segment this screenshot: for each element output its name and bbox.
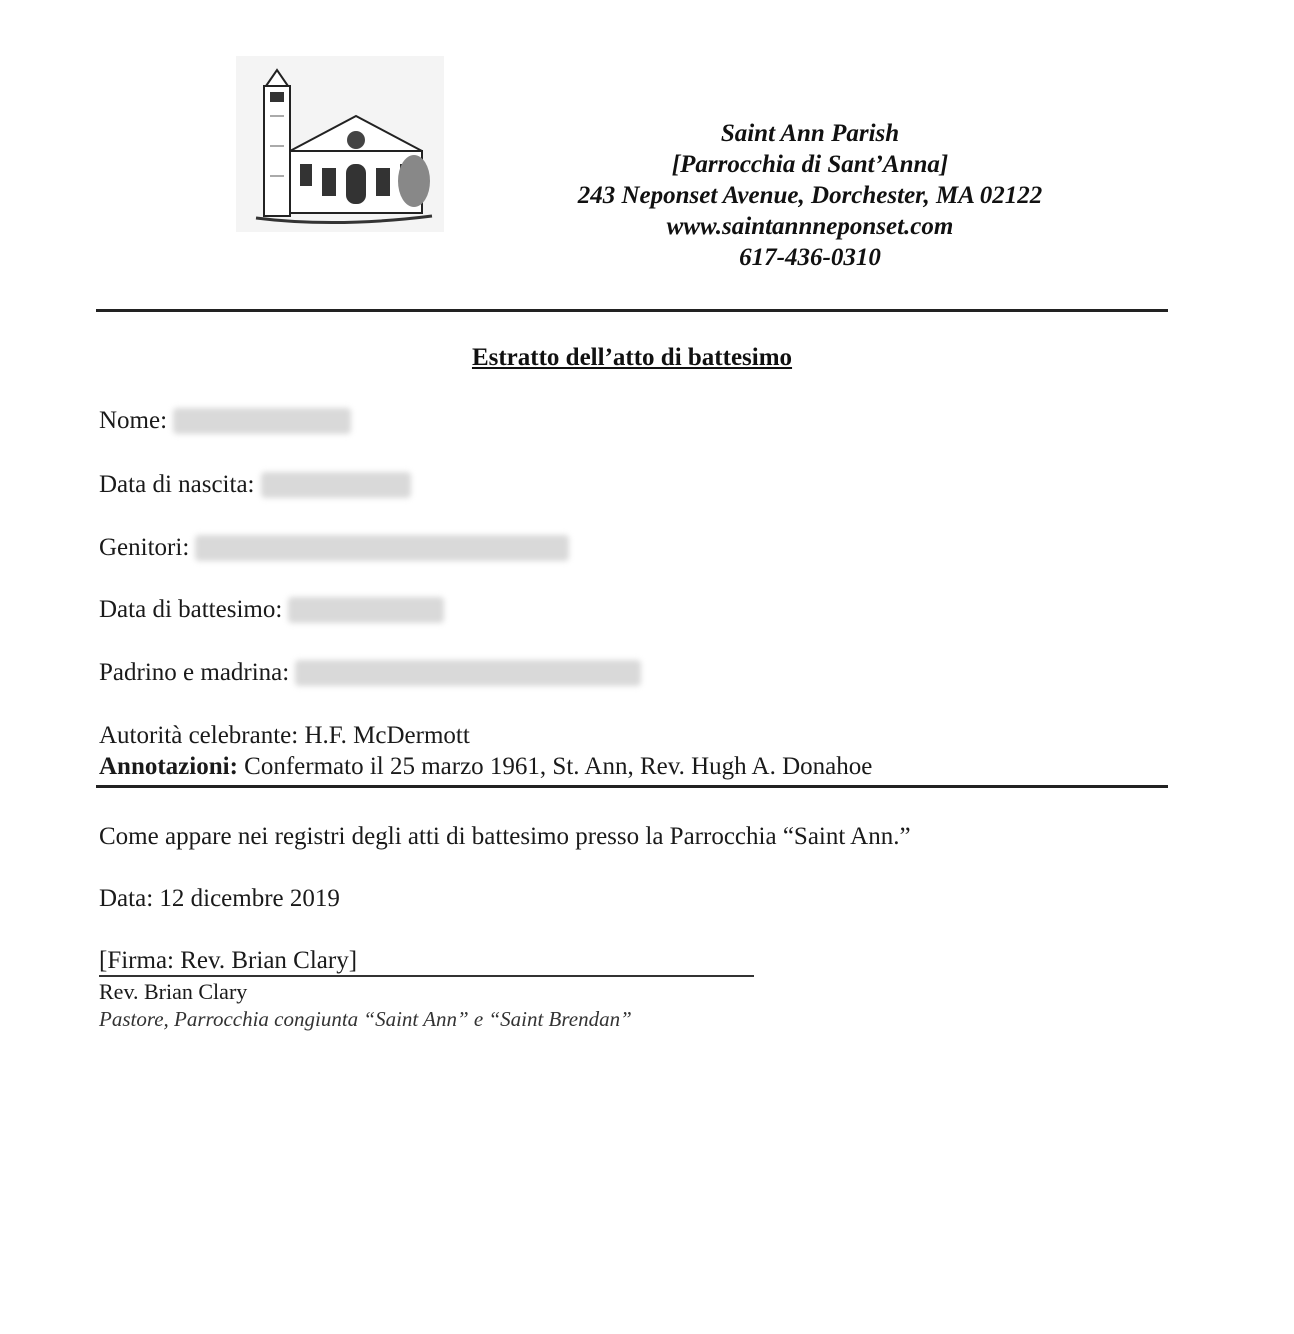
body-divider: [96, 785, 1168, 788]
name-field: [99, 406, 351, 436]
parish-name: Saint Ann Parish: [720, 120, 900, 147]
document-title: Estratto dell’atto di battesimo: [471, 344, 793, 371]
parish-header: [500, 118, 1120, 273]
redacted-value: [261, 472, 411, 498]
annotations: [99, 752, 872, 782]
signature-line: [Firma: Rev. Brian Clary]: [99, 947, 754, 977]
parish-website: www.saintannneponset.com: [666, 213, 954, 240]
redacted-value: [195, 535, 569, 561]
registry-statement: Come appare nei registri degli atti di battesimo presso la Parrocchia “Saint Ann.”: [99, 823, 911, 850]
annotations-label: Annotazioni:: [99, 753, 238, 780]
birth-date-field: [99, 470, 411, 500]
parish-address: 243 Neponset Avenue, Dorchester, MA 02122: [577, 182, 1043, 209]
signer-role: Pastore, Parrocchia congiunta “Saint Ann” e “Saint Brendan”: [99, 1007, 632, 1031]
redacted-value: [288, 597, 444, 623]
birth-date-label: Data di nascita:: [99, 471, 255, 498]
parish-name-translation: [Parrocchia di Sant’Anna]: [671, 151, 949, 178]
church-logo: [236, 56, 444, 232]
parents-label: Genitori:: [99, 534, 190, 561]
celebrant-field: [99, 721, 470, 751]
baptism-date-label: Data di battesimo:: [99, 596, 283, 623]
header-divider: [96, 309, 1168, 312]
annotations-text: Confermato il 25 marzo 1961, St. Ann, Rev. Hugh A. Donahoe: [237, 753, 873, 780]
church-icon: [236, 56, 444, 232]
celebrant-text: Autorità celebrante: H.F. McDermott: [99, 722, 470, 749]
godparents-label: Padrino e madrina:: [99, 659, 290, 686]
godparents-field: [99, 658, 641, 688]
parents-field: [99, 533, 569, 563]
baptism-date-field: [99, 595, 444, 625]
redacted-value: [173, 408, 351, 434]
redacted-value: [295, 660, 641, 686]
parish-phone: 617-436-0310: [739, 244, 881, 271]
signer-name: Rev. Brian Clary: [99, 979, 248, 1004]
name-label: Nome:: [99, 407, 168, 434]
issue-date: Data: 12 dicembre 2019: [99, 885, 340, 912]
